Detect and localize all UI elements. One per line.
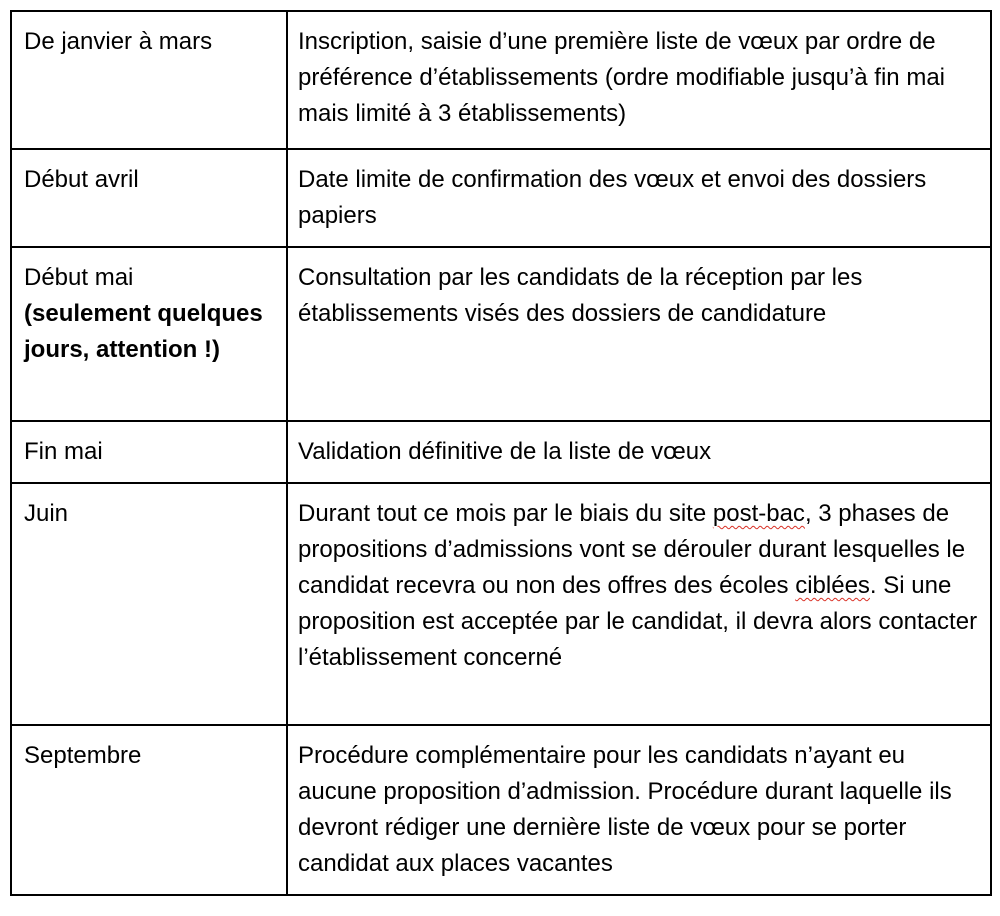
table-row xyxy=(11,483,991,725)
description-text: Date limite de confirmation des vœux et envoi des dossiers papiers xyxy=(298,166,927,229)
description-text: Validation définitive de la liste de vœux xyxy=(298,438,712,465)
description-cell xyxy=(287,11,991,149)
date-cell xyxy=(11,11,287,149)
table-row xyxy=(11,11,991,149)
description-text-part: . Si une proposition est acceptée par le candidat, il devra alors contacter l’établissement concerné xyxy=(298,572,978,671)
table-row xyxy=(11,725,991,895)
description-cell xyxy=(287,483,991,725)
description-text: Consultation par les candidats de la réception par les établissements visés des dossiers de candidature xyxy=(298,264,863,327)
date-cell xyxy=(11,483,287,725)
description-cell xyxy=(287,149,991,247)
table-row xyxy=(11,247,991,421)
table-row xyxy=(11,421,991,483)
spellcheck-word: ciblées xyxy=(795,572,870,599)
description-cell xyxy=(287,421,991,483)
date-cell xyxy=(11,421,287,483)
description-text-part: , 3 phases de propositions d’admissions vont se dérouler durant lesquelles le candidat recevra ou non des offres des écoles xyxy=(298,500,966,599)
date-text: Juin xyxy=(24,500,69,527)
description-cell xyxy=(287,725,991,895)
description-text: Procédure complémentaire pour les candidats n’ayant eu aucune proposition d’admission. Procédure durant laquelle ils devront rédiger une dernière liste de vœux pour se porter candidat aux places vacantes xyxy=(298,742,952,877)
date-text: Fin mai xyxy=(24,438,103,465)
description-cell xyxy=(287,247,991,421)
description-text-part: Durant tout ce mois par le biais du site xyxy=(298,500,713,527)
date-cell xyxy=(11,149,287,247)
date-text: Septembre xyxy=(24,742,142,769)
warning-note: (seulement quelques jours, attention !) xyxy=(24,300,263,363)
date-text: Début avril xyxy=(24,166,139,193)
date-cell xyxy=(11,247,287,421)
timeline-table xyxy=(10,10,992,896)
date-text: Début mai xyxy=(24,264,134,291)
table-row xyxy=(11,149,991,247)
date-text: De janvier à mars xyxy=(24,28,213,55)
date-cell xyxy=(11,725,287,895)
description-text: Inscription, saisie d’une première liste de vœux par ordre de préférence d’établissements (ordre modifiable jusqu’à fin mai mais limité à 3 établissements) xyxy=(298,28,945,127)
spellcheck-word: post-bac xyxy=(712,500,805,527)
